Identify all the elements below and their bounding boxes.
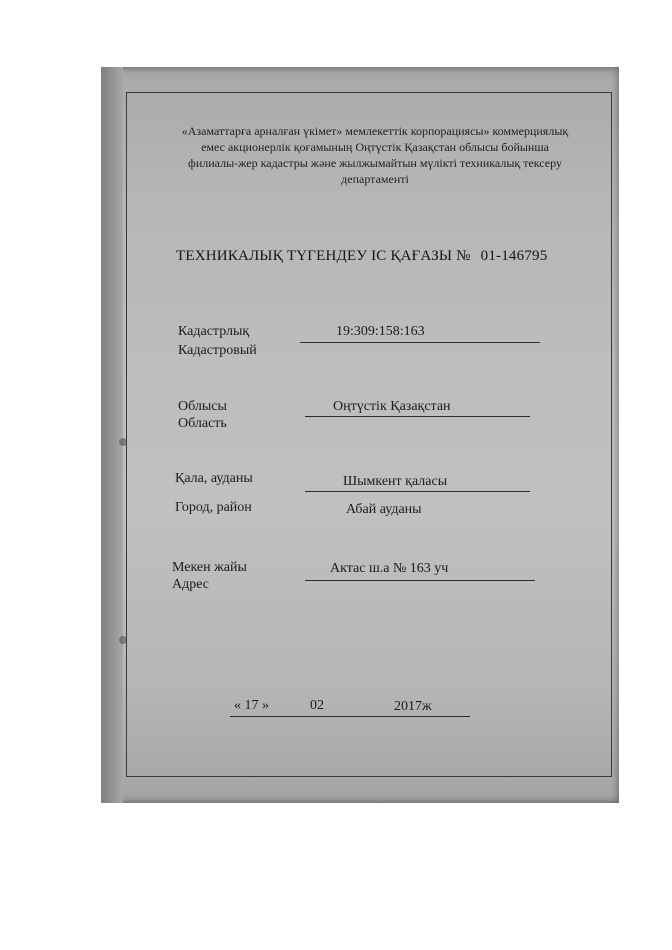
address-underline [305, 580, 535, 581]
document-title [176, 248, 596, 265]
document-border [126, 92, 612, 777]
region-label-kz: Облысы [178, 399, 227, 414]
region-value: Оңтүстік Қазақстан [333, 399, 451, 414]
district-value: Абай ауданы [346, 502, 422, 517]
header-line-3: филиалы-жер кадастры және жылжымайтын мүлікті техникалық тексеру [188, 156, 562, 170]
cadastral-label-kz: Кадастрлық [178, 324, 250, 339]
address-value: Актас ш.а № 163 уч [330, 561, 449, 576]
organization-header [155, 123, 595, 187]
date-month: 02 [310, 698, 324, 713]
city-underline [305, 491, 530, 492]
header-line-4: департаменті [341, 172, 409, 186]
cadastral-label-ru: Кадастровый [178, 343, 257, 358]
date-year: 2017ж [394, 699, 432, 714]
region-underline [305, 416, 530, 417]
address-label-ru: Адрес [172, 577, 210, 592]
region-label-ru: Область [178, 416, 227, 431]
city-value: Шымкент қаласы [343, 474, 448, 489]
header-line-2: емес акционерлік қоғамының Оңтүстік Қазақстан облысы бойынша [201, 140, 549, 154]
sheet-shadow-edge [101, 67, 123, 803]
city-label-kz: Қала, ауданы [175, 471, 253, 486]
date-day: « 17 » [234, 698, 269, 713]
address-label-kz: Мекен жайы [172, 560, 247, 575]
title-text: ТЕХНИКАЛЫҚ ТҮГЕНДЕУ ІС ҚАҒАЗЫ № [176, 248, 471, 264]
cadastral-underline [300, 342, 540, 343]
header-line-1: «Азаматтарға арналған үкімет» мемлекеттік корпорациясы» коммерциялық [181, 124, 569, 138]
date-underline [230, 716, 470, 717]
title-number: 01-146795 [480, 248, 548, 264]
city-label-ru: Город, район [175, 500, 252, 515]
cadastral-value: 19:309:158:163 [336, 324, 425, 339]
